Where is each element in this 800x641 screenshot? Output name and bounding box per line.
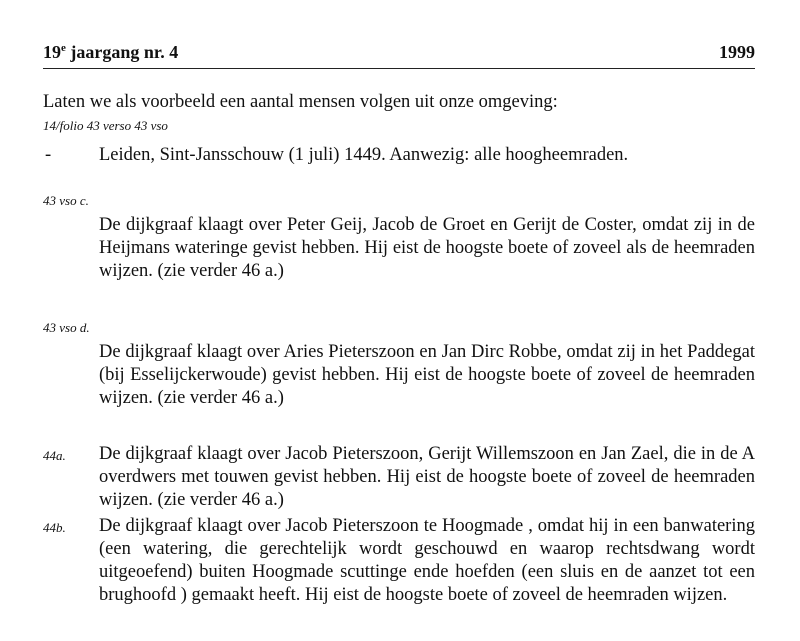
entry-44b <box>99 515 755 607</box>
intro-text: Laten we als voorbeeld een aantal mensen volgen uit onze omgeving: <box>43 92 558 112</box>
list-marker: - <box>45 145 52 165</box>
entry-ref-44a: 44a. <box>43 448 66 463</box>
entry-text: De dijkgraaf klaagt over Jacob Pieterszoon te Hoogmade , omdat hij in een banwatering (een watering, die gerechtelijk wordt geschouwd en waarop rechtsdwang wordt uitgeoefend) buiten Hoogmade scuttinge ende hoefden (een sluis en de aanzet tot een brughoofd ) gemaakt heeft. Hij eist de hoogste boete of zoveel de heemraden wijzen. <box>99 516 755 605</box>
entry-43-vso-c <box>99 214 755 283</box>
entry-text: De dijkgraaf klaagt over Jacob Pieterszoon, Gerijt Willemszoon en Jan Zael, die in de A overdwers met touwen gevist hebben. Hij eist de hoogste boete of zoveel de heemraden wijzen. (zie verder 46 a.) <box>99 444 755 510</box>
first-item-text: Leiden, Sint-Jansschouw (1 juli) 1449. Aanwezig: alle hoogheemraden. <box>99 145 629 165</box>
entry-43-vso-d <box>99 341 755 410</box>
journal-issue-title: 19e jaargang nr. 4 <box>43 42 179 62</box>
page-header <box>43 40 755 69</box>
folio-ref: 14/folio 43 verso 43 vso <box>43 118 168 133</box>
entry-text: De dijkgraaf klaagt over Peter Geij, Jacob de Groet en Gerijt de Coster, omdat zij in de Heijmans wateringe gevist hebben. Hij eist de hoogste boete of zoveel als de heemraden wijzen. (zie verder 46 a.) <box>99 215 755 281</box>
year: 1999 <box>719 42 755 62</box>
entry-44a <box>99 443 755 512</box>
entry-text: De dijkgraaf klaagt over Aries Pieterszoon en Jan Dirc Robbe, omdat zij in het Paddegat (bij Esselijckerwoude) gevist hebben. Hij eist de hoogste boete of zoveel de heemraden wijzen. (zie verder 46 a.) <box>99 342 755 408</box>
entry-ref-44b: 44b. <box>43 520 66 535</box>
entry-ref-43-vso-c: 43 vso c. <box>43 193 89 208</box>
entry-ref-43-vso-d: 43 vso d. <box>43 320 90 335</box>
